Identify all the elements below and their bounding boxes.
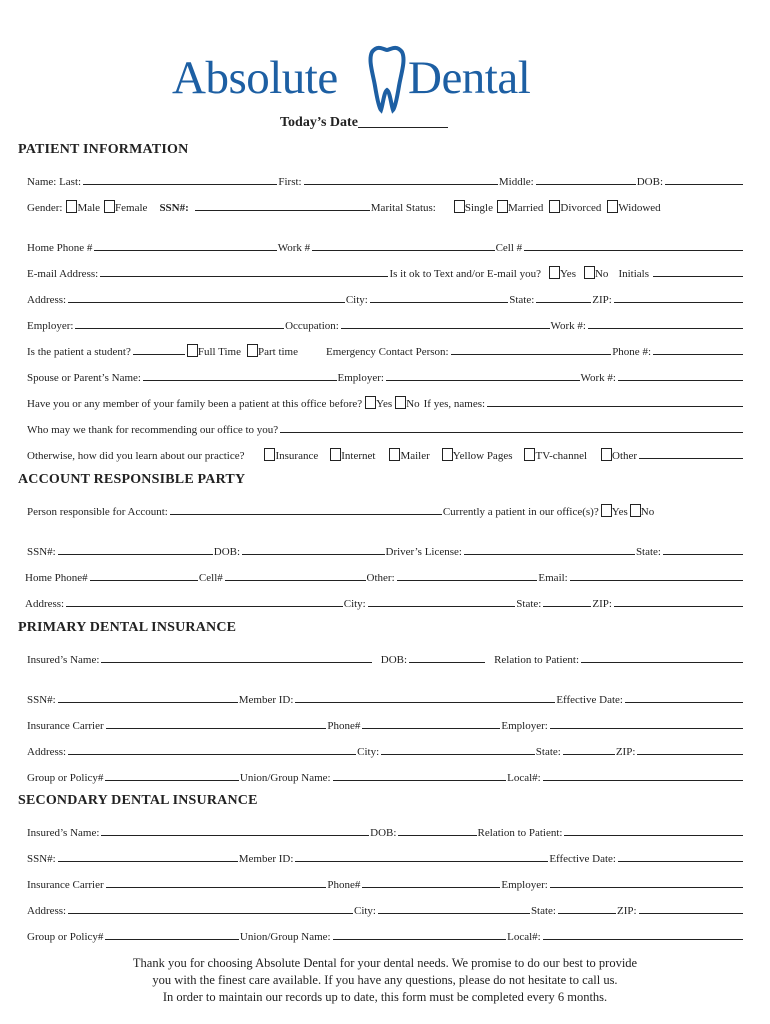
widowed-checkbox[interactable] bbox=[607, 200, 618, 213]
family-names-field[interactable] bbox=[487, 405, 743, 407]
secondary-carrier-field[interactable] bbox=[106, 886, 327, 888]
account-cell-field[interactable] bbox=[225, 579, 366, 581]
row-student: Is the patient a student? Full Time Part time Emergency Contact Person: Phone #: bbox=[27, 340, 744, 358]
primary-state-field[interactable] bbox=[563, 753, 615, 755]
divorced-checkbox[interactable] bbox=[549, 200, 560, 213]
state-field[interactable] bbox=[536, 301, 591, 303]
other-source-field[interactable] bbox=[639, 457, 743, 459]
section-primary: PRIMARY DENTAL INSURANCE bbox=[18, 620, 237, 635]
secondary-state-field[interactable] bbox=[558, 912, 616, 914]
home-phone-field[interactable] bbox=[94, 249, 276, 251]
secondary-effective-field[interactable] bbox=[618, 860, 743, 862]
row-spouse: Spouse or Parent’s Name: Employer: Work #: bbox=[27, 366, 744, 384]
row-account-ssn: SSN#: DOB: Driver’s License: State: bbox=[27, 540, 744, 558]
row-secondary-insured: Insured’s Name: DOB: Relation to Patient: bbox=[27, 821, 744, 839]
footer-line-3: In order to maintain our records up to date, this form must be completed every 6 months. bbox=[162, 990, 608, 1004]
primary-insured-field[interactable] bbox=[101, 661, 371, 663]
account-email-field[interactable] bbox=[570, 579, 743, 581]
logo-text-right: Dental bbox=[408, 52, 531, 104]
last-name-field[interactable] bbox=[83, 183, 277, 185]
zip-field[interactable] bbox=[614, 301, 743, 303]
account-address-field[interactable] bbox=[66, 605, 343, 607]
footer-line-1: Thank you for choosing Absolute Dental for your dental needs. We promise to do our best to provide bbox=[132, 956, 638, 970]
male-checkbox[interactable] bbox=[66, 200, 77, 213]
row-responsible: Person responsible for Account: Currently a patient in our office(s)? Yes No bbox=[27, 506, 655, 518]
city-field[interactable] bbox=[370, 301, 508, 303]
date-field[interactable] bbox=[358, 127, 448, 128]
primary-union-field[interactable] bbox=[333, 779, 507, 781]
secondary-address-field[interactable] bbox=[68, 912, 353, 914]
work-phone-field[interactable] bbox=[312, 249, 494, 251]
primary-zip-field[interactable] bbox=[637, 753, 743, 755]
secondary-insured-field[interactable] bbox=[101, 834, 369, 836]
female-checkbox[interactable] bbox=[104, 200, 115, 213]
secondary-city-field[interactable] bbox=[378, 912, 530, 914]
row-account-phones: Home Phone# Cell# Other: Email: bbox=[27, 566, 744, 584]
footer-note bbox=[0, 955, 770, 1006]
secondary-relation-field[interactable] bbox=[564, 834, 743, 836]
license-field[interactable] bbox=[464, 553, 635, 555]
part-time-checkbox[interactable] bbox=[247, 344, 258, 357]
row-primary-carrier: Insurance Carrier Phone# Employer: bbox=[27, 714, 744, 732]
insurance-checkbox[interactable] bbox=[264, 448, 275, 461]
row-address: Address: City: State: ZIP: bbox=[27, 288, 744, 306]
row-email: E-mail Address: Is it ok to Text and/or E-mail you? Yes No Initials bbox=[27, 262, 744, 280]
referral-field[interactable] bbox=[280, 431, 743, 433]
account-city-field[interactable] bbox=[368, 605, 516, 607]
address-field[interactable] bbox=[68, 301, 345, 303]
emergency-contact-field[interactable] bbox=[451, 353, 612, 355]
todays-date: Today’s Date bbox=[280, 115, 448, 131]
secondary-employer-field[interactable] bbox=[550, 886, 743, 888]
row-primary-ssn: SSN#: Member ID: Effective Date: bbox=[27, 688, 744, 706]
account-ssn-field[interactable] bbox=[58, 553, 213, 555]
secondary-group-field[interactable] bbox=[105, 938, 238, 940]
account-other-field[interactable] bbox=[397, 579, 538, 581]
emergency-phone-field[interactable] bbox=[653, 353, 743, 355]
row-primary-insured: Insured’s Name: DOB: Relation to Patient: bbox=[27, 648, 744, 666]
primary-address-field[interactable] bbox=[68, 753, 356, 755]
row-secondary-carrier: Insurance Carrier Phone# Employer: bbox=[27, 873, 744, 891]
section-patient: PATIENT INFORMATION bbox=[18, 142, 189, 157]
current-yes-checkbox[interactable] bbox=[601, 504, 612, 517]
logo-text-left: Absolute bbox=[172, 52, 338, 104]
responsible-field[interactable] bbox=[170, 513, 442, 515]
secondary-ssn-field[interactable] bbox=[58, 860, 238, 862]
cell-phone-field[interactable] bbox=[524, 249, 743, 251]
account-home-field[interactable] bbox=[90, 579, 198, 581]
student-field[interactable] bbox=[133, 353, 185, 355]
account-zip-field[interactable] bbox=[614, 605, 743, 607]
primary-employer-field[interactable] bbox=[550, 727, 743, 729]
dob-field[interactable] bbox=[665, 183, 743, 185]
row-learn: Otherwise, how did you learn about our practice? Insurance Internet Mailer Yellow Pages TV-channel Other bbox=[27, 444, 744, 462]
text-yes-checkbox[interactable] bbox=[549, 266, 560, 279]
text-no-checkbox[interactable] bbox=[584, 266, 595, 279]
family-yes-checkbox[interactable] bbox=[365, 396, 376, 409]
occupation-field[interactable] bbox=[341, 327, 550, 329]
row-employer: Employer: Occupation: Work #: bbox=[27, 314, 744, 332]
single-checkbox[interactable] bbox=[454, 200, 465, 213]
employer-work-field[interactable] bbox=[588, 327, 743, 329]
married-checkbox[interactable] bbox=[497, 200, 508, 213]
row-thank: Who may we thank for recommending our office to you? bbox=[27, 418, 744, 436]
row-name: Name: Last: First: Middle: DOB: bbox=[27, 170, 744, 188]
primary-phone-field[interactable] bbox=[362, 727, 500, 729]
row-phones: Home Phone # Work # Cell # bbox=[27, 236, 744, 254]
primary-member-field[interactable] bbox=[295, 701, 555, 703]
row-gender: Gender: Male Female SSN#: Marital Status: Single Married Divorced Widowed bbox=[27, 202, 661, 214]
secondary-local-field[interactable] bbox=[543, 938, 743, 940]
tv-channel-checkbox[interactable] bbox=[524, 448, 535, 461]
primary-carrier-field[interactable] bbox=[106, 727, 327, 729]
yellow-pages-checkbox[interactable] bbox=[442, 448, 453, 461]
middle-name-field[interactable] bbox=[536, 183, 636, 185]
row-secondary-ssn: SSN#: Member ID: Effective Date: bbox=[27, 847, 744, 865]
row-account-address: Address: City: State: ZIP: bbox=[27, 592, 744, 610]
account-state-field[interactable] bbox=[543, 605, 591, 607]
license-state-field[interactable] bbox=[663, 553, 743, 555]
section-account: ACCOUNT RESPONSIBLE PARTY bbox=[18, 472, 246, 487]
secondary-zip-field[interactable] bbox=[639, 912, 743, 914]
primary-dob-field[interactable] bbox=[409, 661, 485, 663]
spouse-employer-field[interactable] bbox=[386, 379, 580, 381]
secondary-union-field[interactable] bbox=[333, 938, 507, 940]
secondary-member-field[interactable] bbox=[295, 860, 548, 862]
family-no-checkbox[interactable] bbox=[395, 396, 406, 409]
employer-field[interactable] bbox=[75, 327, 284, 329]
secondary-dob-field[interactable] bbox=[398, 834, 476, 836]
primary-relation-field[interactable] bbox=[581, 661, 743, 663]
spouse-work-field[interactable] bbox=[618, 379, 743, 381]
primary-ssn-field[interactable] bbox=[58, 701, 238, 703]
primary-city-field[interactable] bbox=[381, 753, 535, 755]
secondary-phone-field[interactable] bbox=[362, 886, 500, 888]
row-primary-group: Group or Policy# Union/Group Name: Local#: bbox=[27, 766, 744, 784]
ssn-field[interactable] bbox=[195, 209, 370, 211]
logo bbox=[172, 44, 562, 116]
full-time-checkbox[interactable] bbox=[187, 344, 198, 357]
first-name-field[interactable] bbox=[304, 183, 498, 185]
email-field[interactable] bbox=[100, 275, 388, 277]
mailer-checkbox[interactable] bbox=[389, 448, 400, 461]
section-secondary: SECONDARY DENTAL INSURANCE bbox=[18, 793, 258, 808]
primary-group-field[interactable] bbox=[105, 779, 238, 781]
account-dob-field[interactable] bbox=[242, 553, 384, 555]
row-secondary-group: Group or Policy# Union/Group Name: Local#: bbox=[27, 925, 744, 943]
internet-checkbox[interactable] bbox=[330, 448, 341, 461]
primary-effective-field[interactable] bbox=[625, 701, 743, 703]
primary-local-field[interactable] bbox=[543, 779, 743, 781]
initials-field[interactable] bbox=[653, 275, 743, 277]
current-no-checkbox[interactable] bbox=[630, 504, 641, 517]
tooth-icon bbox=[368, 44, 406, 114]
row-family: Have you or any member of your family been a patient at this office before? Yes No If yes, names: bbox=[27, 392, 744, 410]
row-secondary-address: Address: City: State: ZIP: bbox=[27, 899, 744, 917]
row-primary-address: Address: City: State: ZIP: bbox=[27, 740, 744, 758]
spouse-name-field[interactable] bbox=[143, 379, 337, 381]
footer-line-2: you with the finest care available. If you have any questions, please do not hesitate to call us. bbox=[152, 973, 618, 987]
other-checkbox[interactable] bbox=[601, 448, 612, 461]
